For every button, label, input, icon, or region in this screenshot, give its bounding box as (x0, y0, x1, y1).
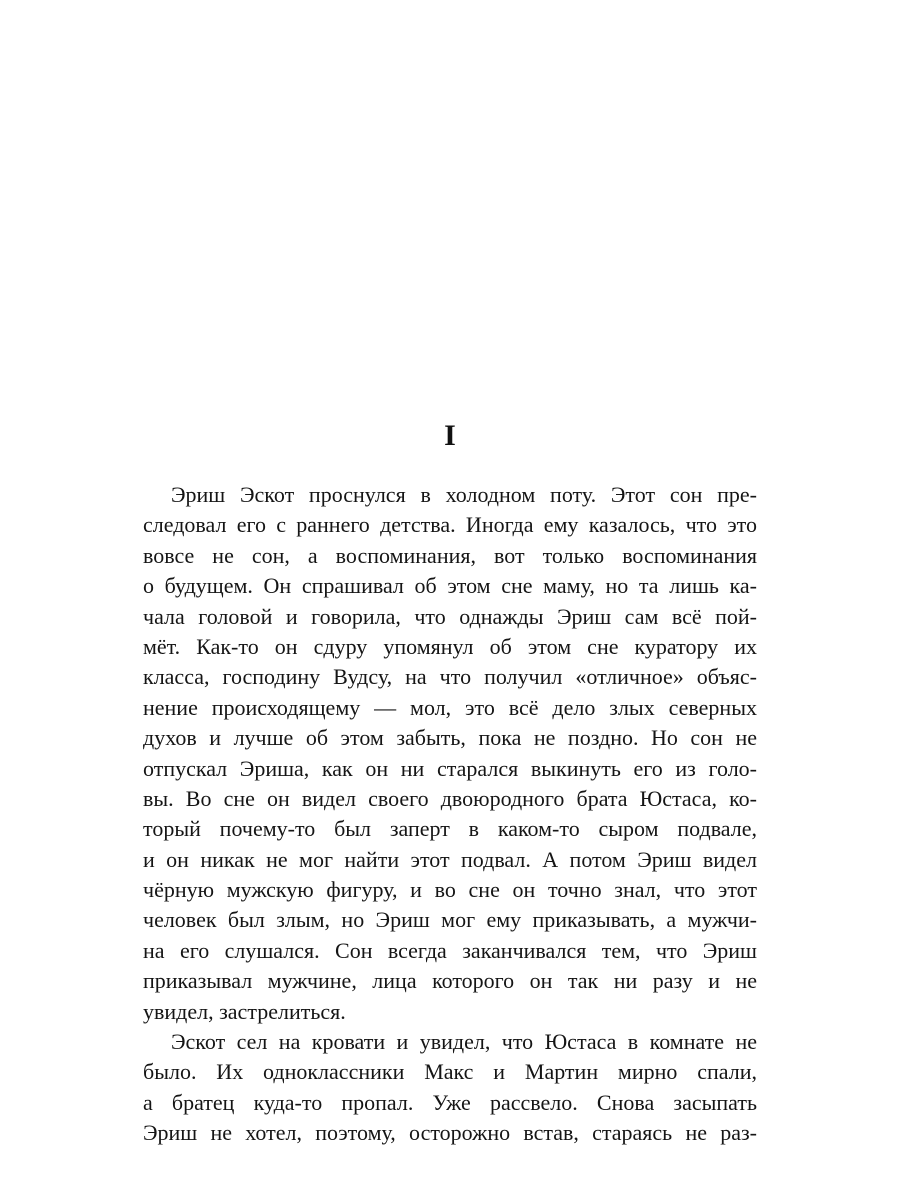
paragraph-1-line: мёт. Как-то он сдуру упомянул об этом сне куратору их (143, 633, 757, 659)
paragraph-1-line: чала головой и говорила, что однажды Эриш сам всё пой- (143, 603, 757, 629)
paragraph-2-line: было. Их одноклассники Макс и Мартин мирно спали, (143, 1059, 757, 1085)
paragraph-1-line: чёрную мужскую фигуру, и во сне он точно знал, что этот (143, 877, 757, 903)
chapter-number: I (444, 419, 456, 452)
paragraph-1-line: торый почему-то был заперт в каком-то сыром подвале, (143, 816, 757, 842)
paragraph-1-line: следовал его с раннего детства. Иногда ему казалось, что это (143, 512, 757, 538)
paragraph-1-line: духов и лучше об этом забыть, пока не поздно. Но сон не (143, 725, 757, 751)
paragraph-1-line: отпускал Эриша, как он ни старался выкинуть его из голо- (143, 755, 757, 781)
paragraph-1-line: человек был злым, но Эриш мог ему приказывать, а мужчи- (143, 907, 757, 933)
paragraph-1-line: и он никак не мог найти этот подвал. А потом Эриш видел (143, 846, 757, 872)
paragraph-1-line: о будущем. Он спрашивал об этом сне маму, но та лишь ка- (143, 573, 757, 599)
paragraph-2-line: Эскот сел на кровати и увидел, что Юстаса в комнате не (171, 1029, 757, 1055)
paragraph-1-line: приказывал мужчине, лица которого он так ни разу и не (143, 968, 757, 994)
paragraph-1-line: на его слушался. Сон всегда заканчивался тем, что Эриш (143, 937, 757, 963)
paragraph-1-line: класса, господину Вудсу, на что получил «отличное» объяс- (143, 664, 757, 690)
paragraph-1-line: вовсе не сон, а воспоминания, вот только воспоминания (143, 542, 757, 568)
paragraph-1-line: Эриш Эскот проснулся в холодном поту. Этот сон пре- (171, 482, 757, 507)
paragraph-1-line: нение происходящему — мол, это всё дело злых северных (143, 694, 757, 720)
paragraph-2-line: а братец куда-то пропал. Уже рассвело. Снова засыпать (143, 1089, 757, 1115)
body-text (143, 480, 757, 1149)
paragraph-1-line: увидел, застрелиться. (143, 998, 346, 1024)
paragraph-2-line: Эриш не хотел, поэтому, осторожно встав, стараясь не раз- (143, 1120, 757, 1146)
paragraph-1-line: вы. Во сне он видел своего двоюродного брата Юстаса, ко- (143, 785, 757, 811)
